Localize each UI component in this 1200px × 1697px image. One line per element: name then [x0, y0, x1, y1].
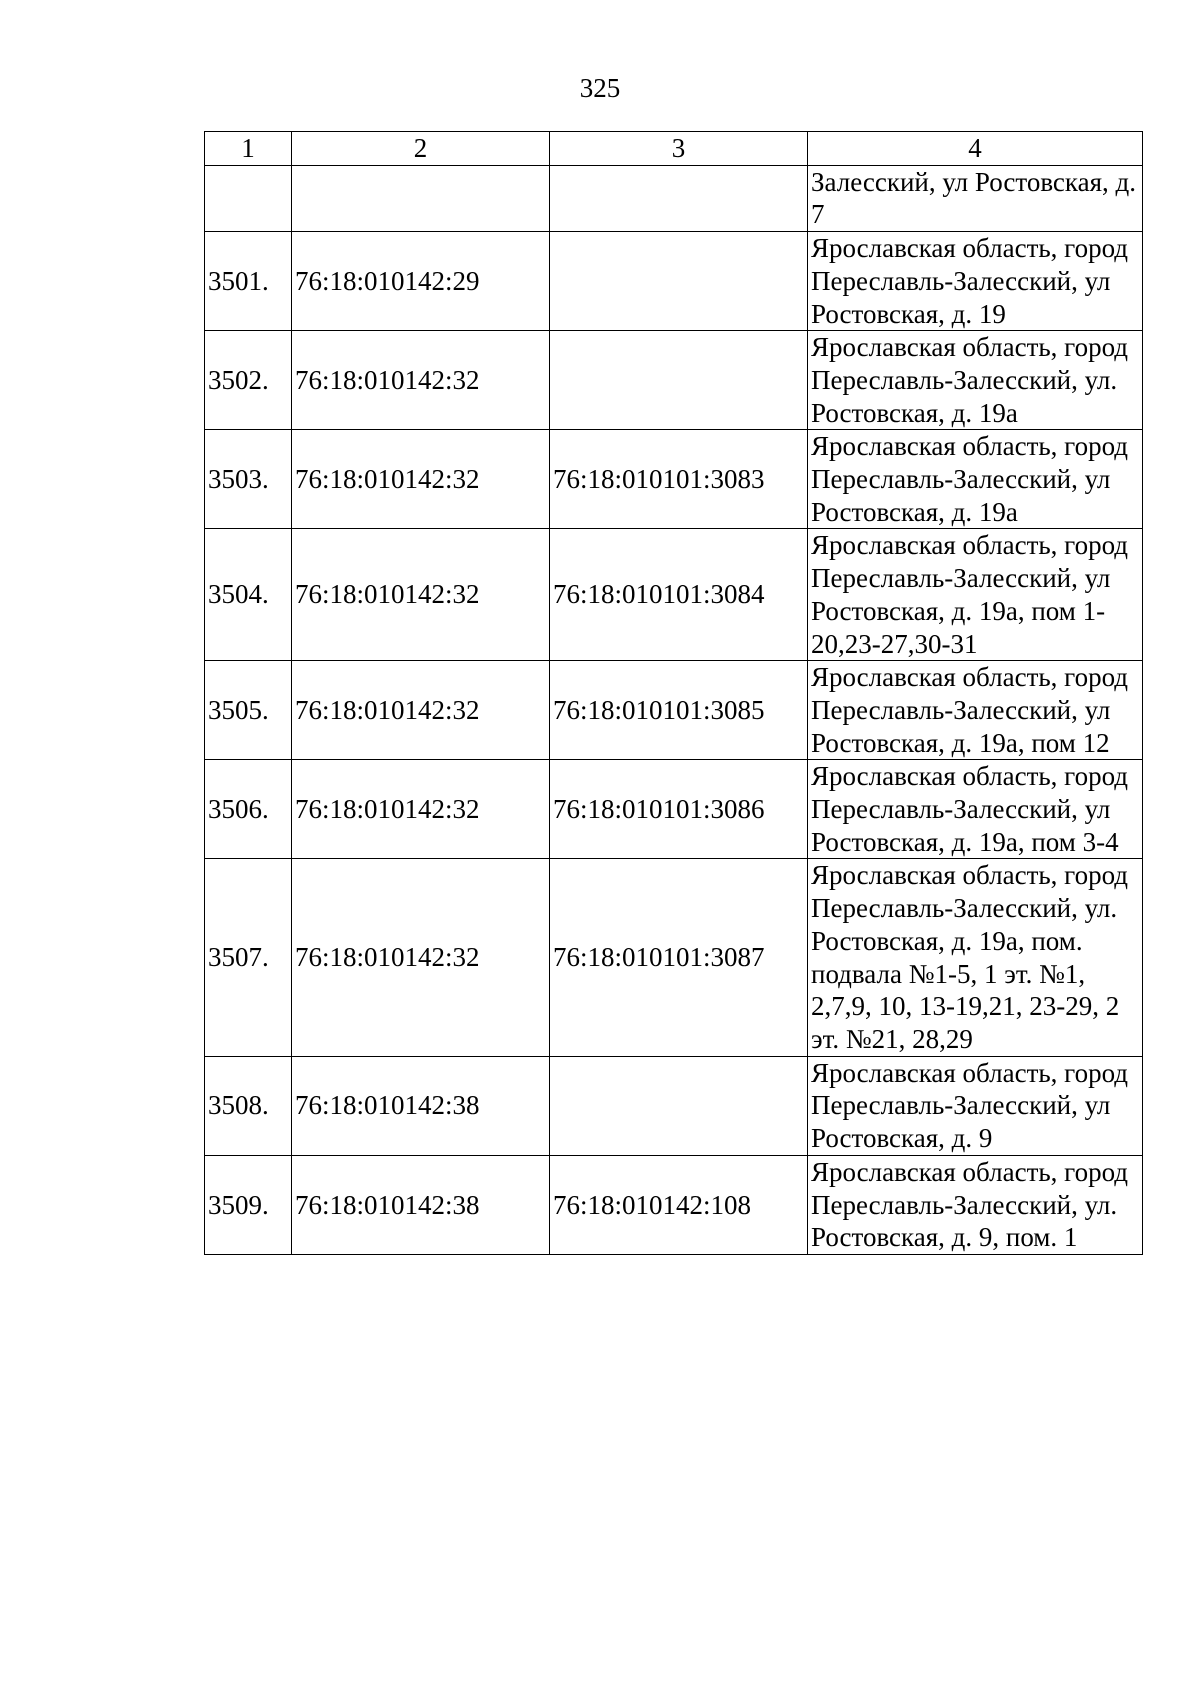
table-header	[205, 132, 1143, 166]
object-cadastral-number	[550, 232, 808, 331]
address: Ярославская область, город Переславль-Залесский, ул Ростовская, д. 19	[808, 232, 1143, 331]
land-cadastral-number: 76:18:010142:32	[292, 760, 550, 859]
object-cadastral-number: 76:18:010142:108	[550, 1155, 808, 1254]
table-row	[205, 165, 1143, 231]
header-col-3: 3	[550, 132, 808, 166]
address: Ярославская область, город Переславль-Залесский, ул Ростовская, д. 19а, пом 1-20,23-27,30-31	[808, 529, 1143, 661]
address: Ярославская область, город Переславль-Залесский, ул Ростовская, д. 19а, пом 12	[808, 661, 1143, 760]
page-number: 325	[579, 73, 621, 103]
header-col-1: 1	[205, 132, 292, 166]
object-cadastral-number: 76:18:010101:3083	[550, 430, 808, 529]
row-number: 3508.	[205, 1056, 292, 1155]
land-cadastral-number: 76:18:010142:32	[292, 661, 550, 760]
object-cadastral-number: 76:18:010101:3086	[550, 760, 808, 859]
row-number: 3507.	[205, 859, 292, 1056]
row-number	[205, 165, 292, 231]
row-number: 3505.	[205, 661, 292, 760]
header-row	[205, 132, 1143, 166]
object-cadastral-number: 76:18:010101:3087	[550, 859, 808, 1056]
land-cadastral-number: 76:18:010142:32	[292, 859, 550, 1056]
land-cadastral-number: 76:18:010142:32	[292, 529, 550, 661]
object-cadastral-number: 76:18:010101:3085	[550, 661, 808, 760]
object-cadastral-number	[550, 1056, 808, 1155]
row-number: 3506.	[205, 760, 292, 859]
address: Ярославская область, город Переславль-Залесский, ул. Ростовская, д. 19а	[808, 331, 1143, 430]
header-col-4: 4	[808, 132, 1143, 166]
table-row	[205, 331, 1143, 430]
address: Ярославская область, город Переславль-Залесский, ул Ростовская, д. 19а	[808, 430, 1143, 529]
table-row	[205, 1056, 1143, 1155]
address: Ярославская область, город Переславль-Залесский, ул. Ростовская, д. 19а, пом. подвала №1-5, 1 эт. №1, 2,7,9, 10, 13-19,21, 23-29, 2 эт. №21, 28,29	[808, 859, 1143, 1056]
row-number: 3504.	[205, 529, 292, 661]
table-row	[205, 1155, 1143, 1254]
object-cadastral-number	[550, 331, 808, 430]
table-body	[205, 165, 1143, 1254]
address: Ярославская область, город Переславль-Залесский, ул Ростовская, д. 9	[808, 1056, 1143, 1155]
land-cadastral-number: 76:18:010142:38	[292, 1155, 550, 1254]
row-number: 3502.	[205, 331, 292, 430]
row-number: 3509.	[205, 1155, 292, 1254]
table-row	[205, 661, 1143, 760]
table-row	[205, 430, 1143, 529]
address: Залесский, ул Ростовская, д. 7	[808, 165, 1143, 231]
address: Ярославская область, город Переславль-Залесский, ул. Ростовская, д. 9, пом. 1	[808, 1155, 1143, 1254]
object-cadastral-number	[550, 165, 808, 231]
table-row	[205, 232, 1143, 331]
land-cadastral-number: 76:18:010142:32	[292, 430, 550, 529]
registry-table	[204, 131, 1143, 1255]
table-row	[205, 760, 1143, 859]
row-number: 3503.	[205, 430, 292, 529]
table-row	[205, 859, 1143, 1056]
table-row	[205, 529, 1143, 661]
land-cadastral-number	[292, 165, 550, 231]
land-cadastral-number: 76:18:010142:29	[292, 232, 550, 331]
land-cadastral-number: 76:18:010142:38	[292, 1056, 550, 1155]
object-cadastral-number: 76:18:010101:3084	[550, 529, 808, 661]
land-cadastral-number: 76:18:010142:32	[292, 331, 550, 430]
address: Ярославская область, город Переславль-Залесский, ул Ростовская, д. 19а, пом 3-4	[808, 760, 1143, 859]
row-number: 3501.	[205, 232, 292, 331]
header-col-2: 2	[292, 132, 550, 166]
